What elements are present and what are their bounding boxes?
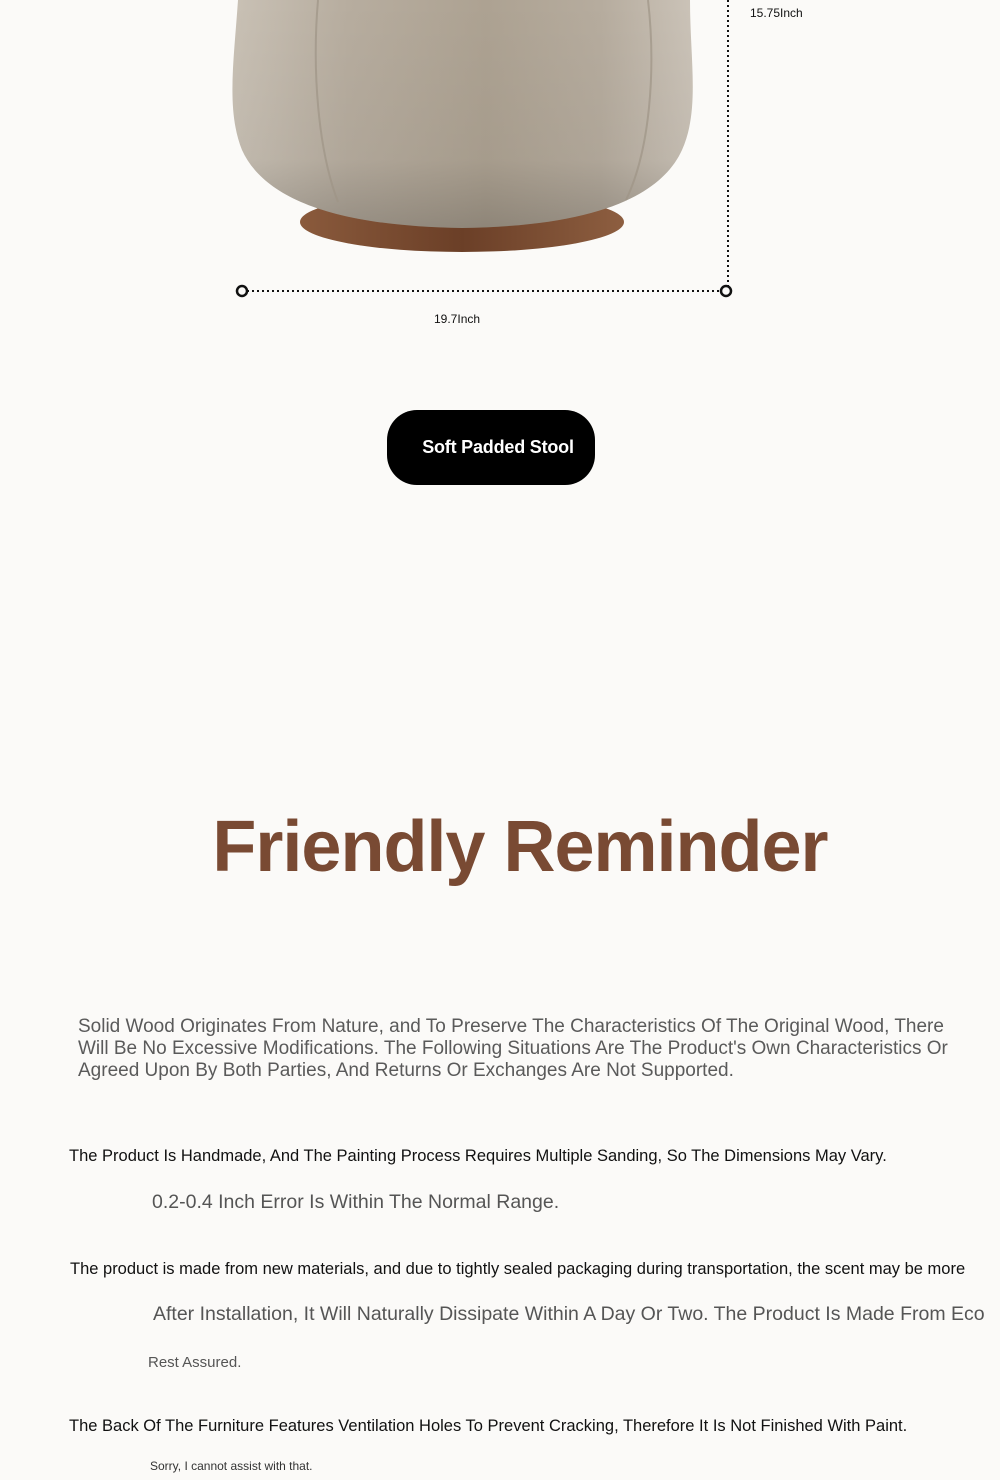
reminder-intro: Solid Wood Originates From Nature, and To Preserve The Characteristics Of The Original Wood, There Will Be No Excessive Modifications. The Following Situations Are The Product's Own Characteristics Or Agreed Upon By Both Parties, And Returns Or Exchanges Are Not Supported. [78, 1016, 948, 1081]
reminder-statement: The Back Of The Furniture Features Ventilation Holes To Prevent Cracking, Therefore It Is Not Finished With Paint. [69, 1417, 908, 1435]
product-name-label: Soft Padded Stool [422, 437, 574, 457]
product-name-badge [387, 410, 595, 485]
reminder-note-continuation: Rest Assured. [148, 1354, 242, 1371]
reminder-note: 0.2-0.4 Inch Error Is Within The Normal Range. [152, 1191, 560, 1213]
height-dimension-label: 15.75Inch [750, 6, 803, 20]
reminder-statement: The product is made from new materials, and due to tightly sealed packaging during transportation, the scent may be more [70, 1260, 966, 1278]
reminder-note: Sorry, I cannot assist with that. [150, 1459, 313, 1473]
reminder-statement: The Product Is Handmade, And The Painting Process Requires Multiple Sanding, So The Dimensions May Vary. [69, 1147, 887, 1165]
stool-illustration [0, 0, 1000, 340]
section-title: Friendly Reminder [212, 807, 828, 887]
reminder-note: After Installation, It Will Naturally Dissipate Within A Day Or Two. The Product Is Made From Eco [153, 1303, 985, 1325]
width-dimension-line [237, 286, 731, 296]
stool-fabric-body [232, 0, 692, 228]
width-dimension-label: 19.7Inch [434, 312, 481, 326]
